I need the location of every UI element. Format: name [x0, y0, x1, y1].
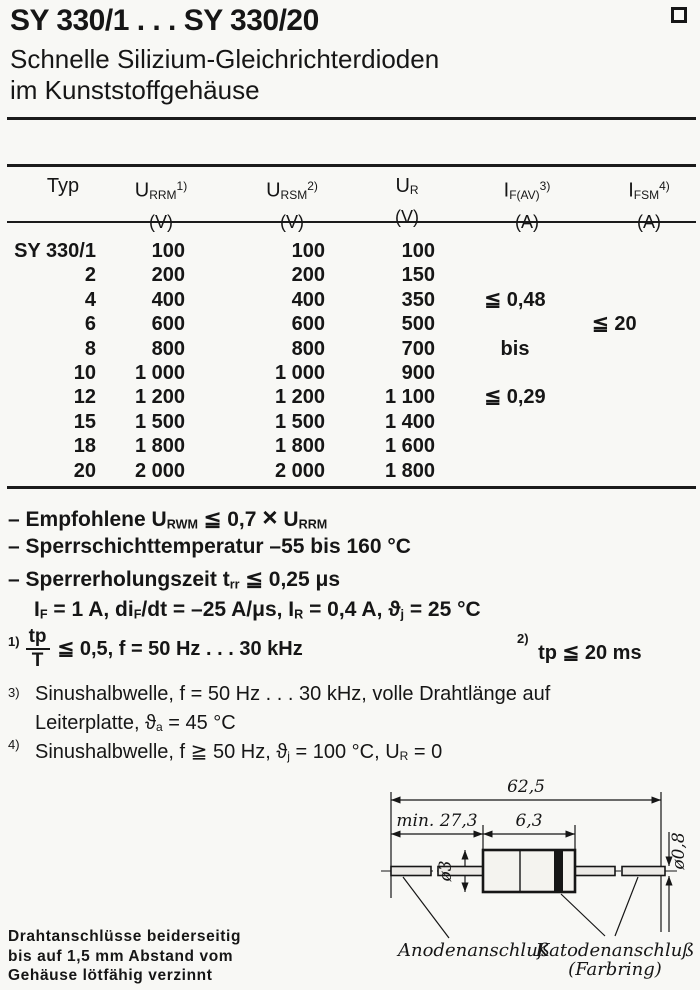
cell-ifsm: [590, 337, 697, 361]
cell-urrm: 100: [151, 240, 185, 262]
dim-total-label: 62,5: [507, 777, 545, 797]
lead-right-outer: [622, 867, 665, 876]
cathode-label-2: (Farbring): [568, 959, 662, 980]
footnote-3-marker: 3): [8, 685, 20, 700]
footnote-4-marker: 4): [8, 737, 20, 752]
cell-ifav: [440, 361, 590, 385]
ratings-table-body: [0, 239, 700, 483]
solder-note-line-1: Drahtanschlüsse beiderseitig: [8, 928, 242, 945]
anode-label: Anodenanschluß: [398, 940, 550, 961]
cell-ifsm: ≦ 20: [592, 313, 637, 336]
cell-ifav: [440, 312, 590, 336]
cell-ursm: 1 500: [274, 410, 325, 433]
footnote-4-text: Sinushalbwelle, f ≧ 50 Hz, ϑj = 100 °C, UR = 0: [35, 741, 443, 764]
cell-typ: SY 330/1: [14, 240, 96, 262]
cell-ifsm: [590, 385, 697, 409]
cell-ifav: [440, 239, 590, 263]
cell-ur: 350: [401, 288, 435, 311]
table-row: [0, 312, 700, 336]
fraction-denominator: T: [31, 649, 44, 671]
page-title: SY 330/1 . . . SY 330/20: [10, 4, 319, 37]
col-header-ur: UR (V): [395, 175, 419, 228]
leader-cathode-lead: [615, 877, 638, 936]
cell-ur: 1 800: [384, 459, 435, 482]
cell-typ: 20: [73, 459, 96, 482]
note-urwm: – Empfohlene URWM ≦ 0,7 × URRM: [8, 502, 328, 532]
col-header-ursm: URSM$^{2)}$ (V): [266, 179, 318, 232]
table-row: [0, 337, 700, 361]
solder-note-line-2: bis auf 1,5 mm Abstand vom: [8, 947, 234, 965]
cell-typ: 6: [84, 313, 96, 336]
cell-ifav: ≦ 0,48: [484, 288, 546, 311]
dim-lead-label: min. 27,3: [396, 811, 478, 831]
corner-square-icon: [671, 7, 687, 23]
cell-ifsm: [590, 239, 697, 263]
cell-ur: 700: [401, 337, 435, 360]
fraction-numerator: tp: [26, 627, 50, 650]
solder-note-line-3: Gehäuse lötfähig verzinnt: [8, 967, 213, 984]
cell-typ: 12: [73, 386, 96, 409]
table-row: [0, 459, 700, 483]
cell-ifav: [440, 459, 590, 483]
title-divider: [7, 117, 696, 120]
lead-left-outer: [391, 867, 431, 876]
subtitle-line-1: Schnelle Silizium-Gleichrichterdioden: [10, 44, 440, 74]
cell-ursm: 100: [291, 240, 325, 262]
table-row: [0, 288, 700, 312]
footnote-2-marker: 2): [517, 631, 529, 646]
col-unit-ifav: (A): [515, 211, 539, 232]
col-header-ifsm: IFSM$^{4)}$ (A): [628, 179, 670, 232]
col-header-typ: Typ: [46, 175, 80, 197]
cell-ur: 500: [401, 313, 435, 336]
cell-ur: 1 400: [384, 410, 435, 433]
col-header-ifav: IF(AV)$^{3)}$ (A): [503, 179, 551, 232]
cell-urrm: 1 500: [134, 410, 185, 433]
note-junction-temp: – Sperrschichttemperatur –55 bis 160 °C: [8, 535, 411, 558]
cell-urrm: 2 000: [134, 459, 185, 482]
cell-typ: 8: [84, 337, 96, 360]
cell-typ: 18: [73, 435, 96, 458]
table-row: [0, 263, 700, 287]
cell-urrm: 1 800: [134, 435, 185, 458]
cell-ursm: 2 000: [274, 459, 325, 482]
footnote-1-marker: 1): [8, 634, 20, 650]
cell-typ: 15: [73, 410, 96, 433]
package-drawing: [343, 770, 699, 990]
cell-ifsm: [590, 263, 697, 287]
cathode-label: Katodenanschluß: [535, 940, 695, 961]
cell-ur: 900: [401, 361, 435, 384]
table-header-rule: [7, 221, 696, 223]
footnote-3-text: Sinushalbwelle, f = 50 Hz . . . 30 kHz, volle Drahtlänge auf Leiterplatte, ϑa = 45 °C: [35, 683, 551, 735]
table-top-rule: [7, 164, 696, 167]
dim-body-dia-label: ø3: [436, 860, 456, 882]
table-row: [0, 410, 700, 434]
cell-ursm: 800: [291, 337, 325, 360]
footnote-2-text: tp ≦ 20 ms: [538, 642, 642, 665]
dim-wire-dia-label: ø0,8: [669, 832, 689, 870]
col-unit-ur: (V): [395, 207, 419, 228]
leader-cathode-band: [561, 894, 605, 936]
cell-ursm: 600: [291, 313, 325, 336]
solder-note: [8, 927, 241, 986]
cell-ifsm: [590, 288, 697, 312]
cell-urrm: 200: [151, 264, 185, 287]
col-header-urrm: URRM$^{1)}$ (V): [134, 179, 188, 232]
footnote-1: [8, 627, 303, 671]
leader-anode: [403, 877, 449, 938]
table-bottom-rule: [7, 486, 696, 489]
footnote-4: [8, 739, 442, 764]
table-row: [0, 434, 700, 458]
duty-cycle-fraction: [26, 627, 50, 671]
table-row: [0, 239, 700, 263]
cell-urrm: 600: [151, 313, 185, 336]
footnote-2: [517, 631, 642, 665]
cell-ur: 150: [401, 264, 435, 287]
cell-ur: 100: [401, 240, 435, 262]
note-recovery-time: – Sperrerholungszeit trr ≦ 0,25 μs: [8, 568, 341, 592]
note-recovery-conditions: IF = 1 A, diF/dt = –25 A/μs, IR = 0,4 A, ϑj = 25 °C: [34, 598, 481, 622]
cell-ifav: [440, 410, 590, 434]
cell-urrm: 1 200: [134, 386, 185, 409]
lead-right-inner: [575, 867, 615, 876]
cell-ursm: 1 000: [274, 361, 325, 384]
cell-ifsm: [590, 459, 697, 483]
cell-ifav: ≦ 0,29: [484, 386, 546, 409]
cell-urrm: 800: [151, 337, 185, 360]
cell-urrm: 1 000: [134, 361, 185, 384]
cell-ifsm: [590, 410, 697, 434]
cell-ursm: 1 200: [274, 386, 325, 409]
cell-typ: 2: [84, 264, 96, 287]
footnote-1-text: ≦ 0,5, f = 50 Hz . . . 30 kHz: [57, 638, 303, 661]
cell-typ: 10: [73, 361, 96, 384]
cell-ursm: 400: [291, 288, 325, 311]
col-unit-urrm: (V): [148, 211, 173, 232]
cell-ifav: bis: [500, 337, 530, 360]
cell-ifav: [440, 434, 590, 458]
cell-ursm: 1 800: [274, 435, 325, 458]
cathode-band: [554, 851, 563, 891]
cell-ifav: [440, 263, 590, 287]
subtitle-line-2: im Kunststoffgehäuse: [10, 75, 260, 105]
cell-ursm: 200: [291, 264, 325, 287]
table-row: [0, 385, 700, 409]
dim-body-label: 6,3: [515, 811, 543, 831]
cell-ur: 1 100: [384, 386, 435, 409]
cell-ur: 1 600: [384, 435, 435, 458]
subtitle: [10, 44, 439, 106]
col-unit-ifsm: (A): [636, 211, 661, 232]
footnote-3: [8, 680, 698, 742]
cell-ifsm: [590, 434, 697, 458]
cell-typ: 4: [84, 288, 96, 311]
col-unit-ursm: (V): [279, 211, 304, 232]
cell-urrm: 400: [151, 288, 185, 311]
cell-ifsm: [590, 361, 697, 385]
table-row: [0, 361, 700, 385]
